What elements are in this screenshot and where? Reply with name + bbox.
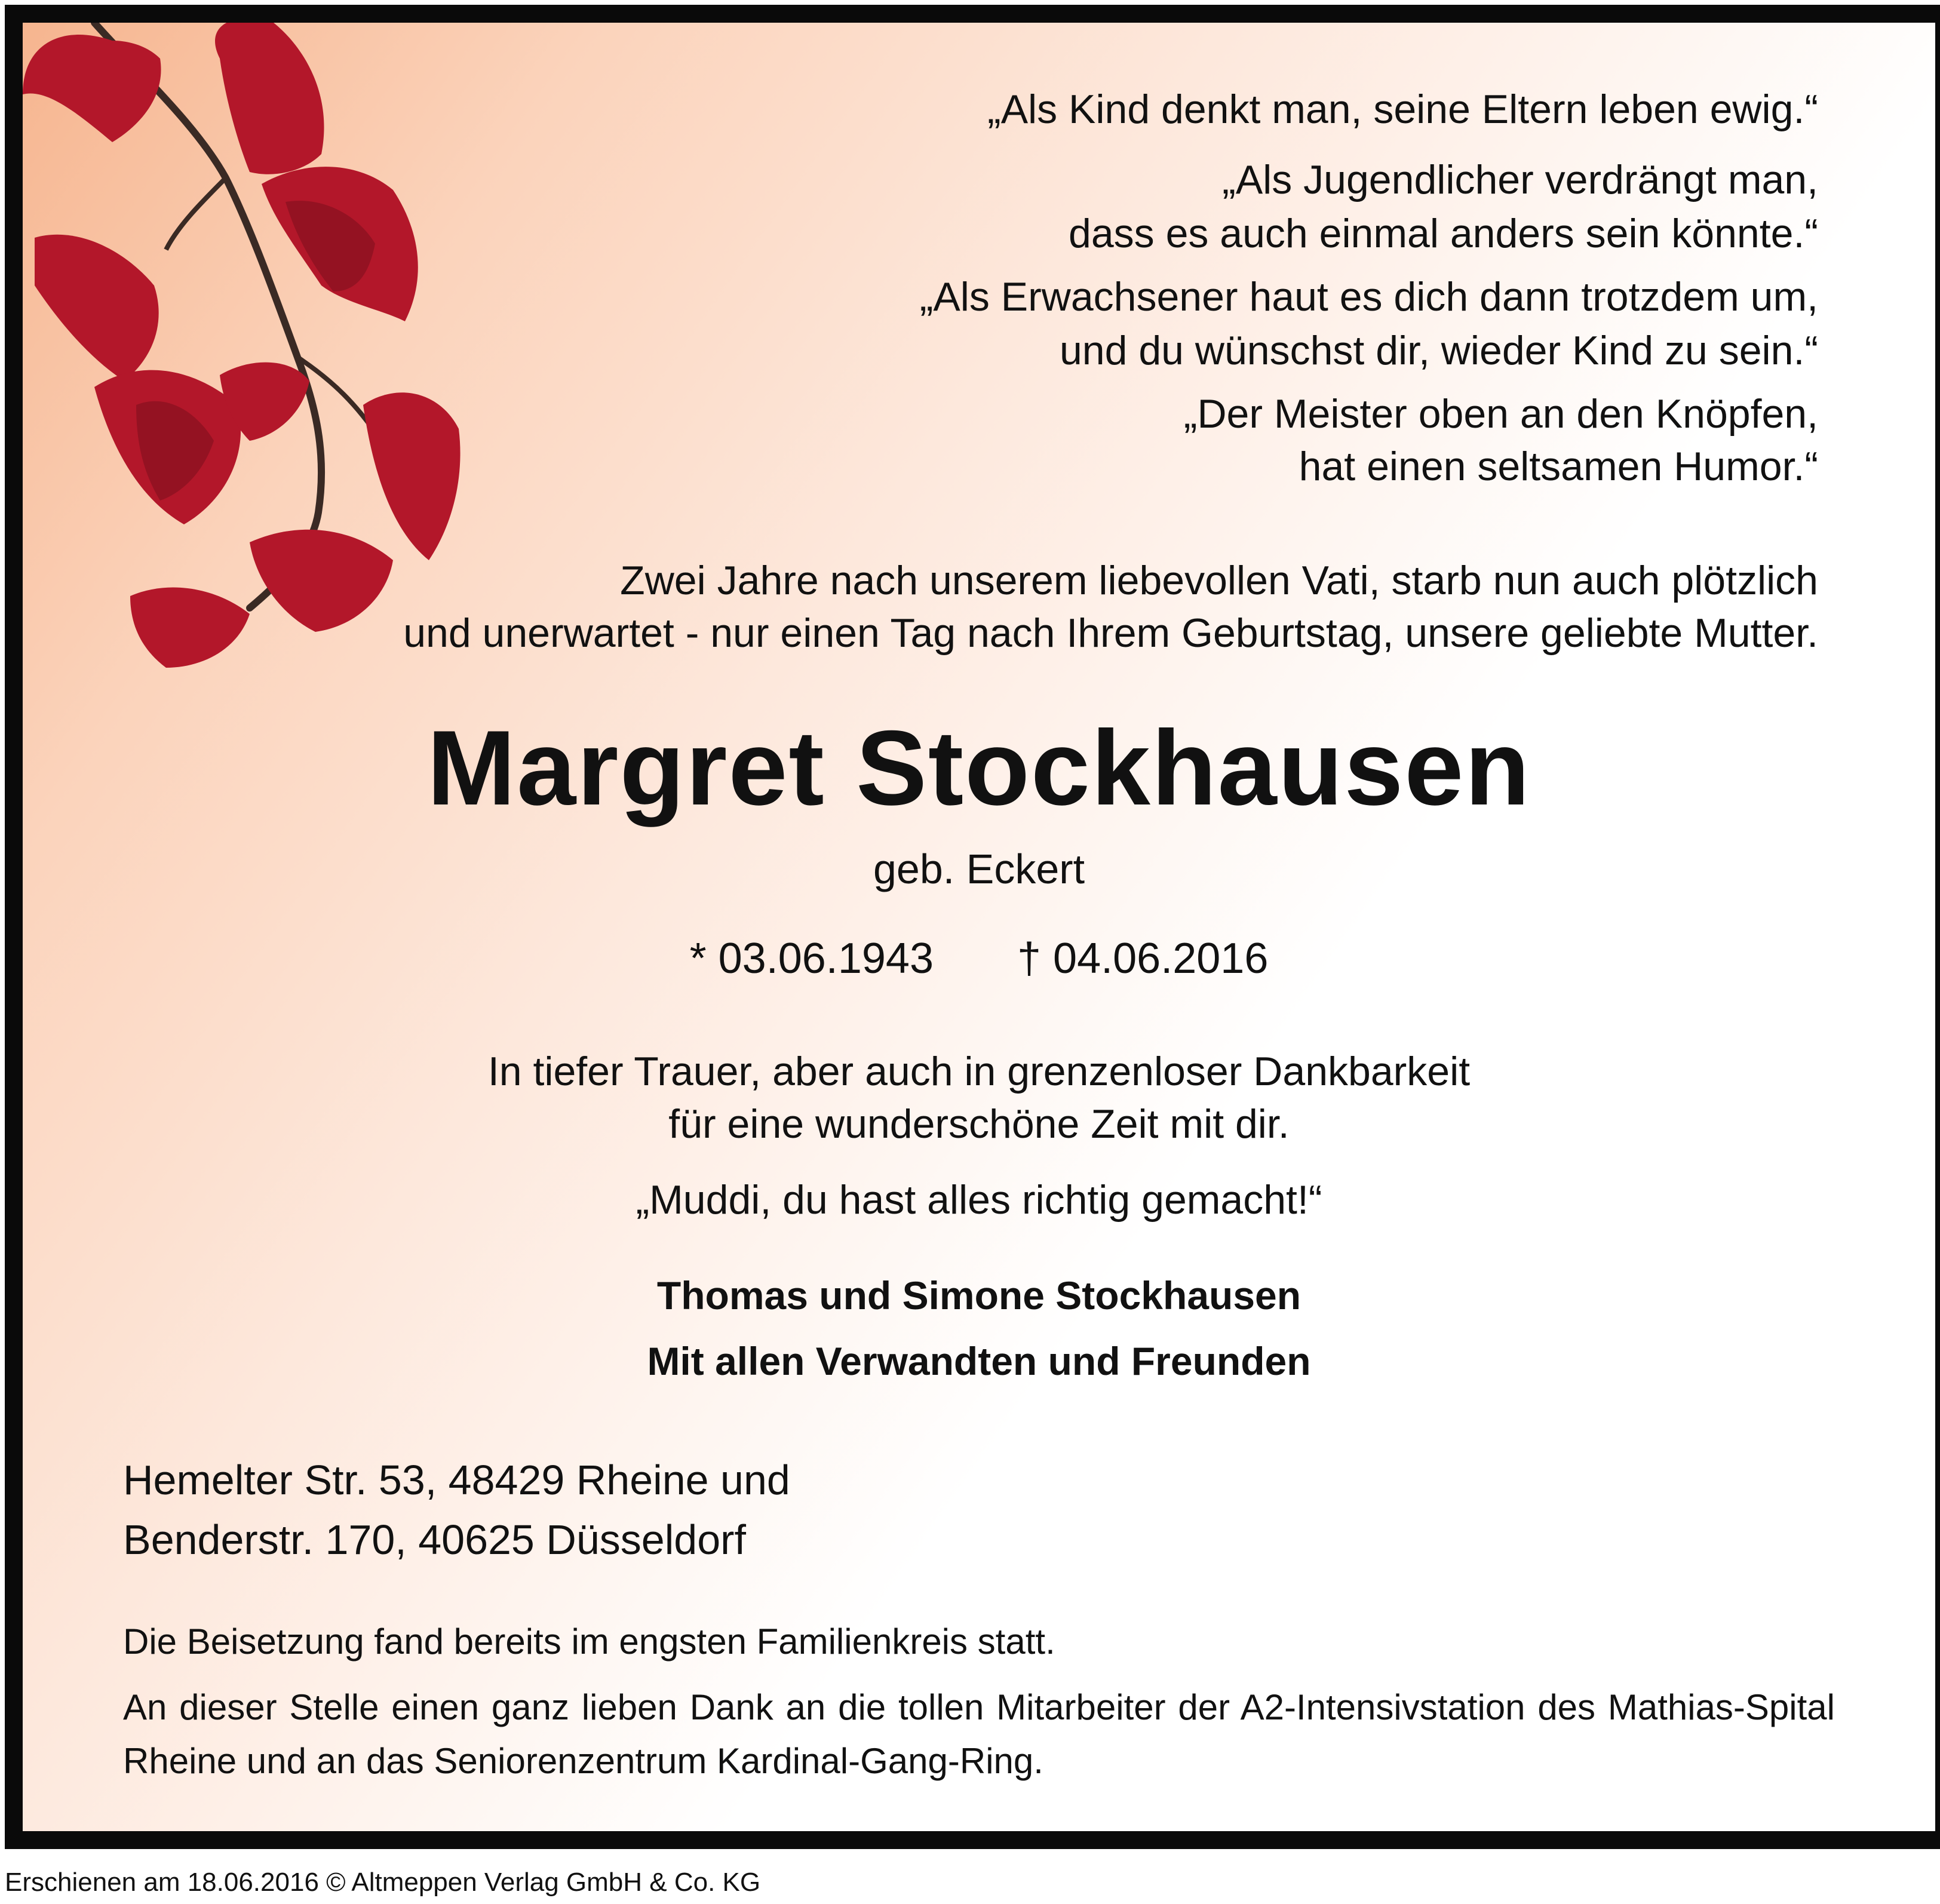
- leaf-7: [363, 392, 461, 560]
- family-line-1: Thomas und Simone Stockhausen: [656, 1273, 1301, 1318]
- intro-line-1: Zwei Jahre nach unserem liebevollen Vati, starb nun auch plötzlich: [620, 558, 1818, 603]
- burial-note: Die Beisetzung fand bereits im engsten Familienkreis statt.: [123, 1622, 1055, 1662]
- address-line-1: Hemelter Str. 53, 48429 Rheine und: [123, 1457, 790, 1503]
- address-line-2: Benderstr. 170, 40625 Düsseldorf: [123, 1516, 746, 1563]
- leaf-4: [35, 235, 159, 381]
- side-stem: [166, 178, 226, 250]
- obituary-frame: [5, 5, 1940, 1849]
- quote-line-1: „Als Kind denkt man, seine Eltern leben ewig.“: [987, 87, 1818, 132]
- final-quote: „Muddi, du hast alles richtig gemacht!“: [636, 1177, 1322, 1223]
- birth-date: * 03.06.1943: [689, 935, 934, 982]
- red-leaves-illustration: [23, 23, 489, 680]
- intro-line-2: und unerwartet - nur einen Tag nach Ihrem Geburtstag, unsere geliebte Mutter.: [403, 610, 1818, 656]
- mourning-line-2: für eine wunderschöne Zeit mit dir.: [668, 1101, 1290, 1147]
- death-date: † 04.06.2016: [1017, 935, 1269, 982]
- leaf-1: [23, 35, 161, 142]
- quote-line-2: „Als Jugendlicher verdrängt man,: [1222, 157, 1818, 202]
- family-line-2: Mit allen Verwandten und Freunden: [647, 1339, 1311, 1383]
- publication-footer: Erschienen am 18.06.2016 © Altmeppen Verlag GmbH & Co. KG: [5, 1868, 761, 1897]
- quote-line-4: „Als Erwachsener haut es dich dann trotzdem um,: [919, 274, 1818, 320]
- leaf-9: [130, 588, 250, 668]
- quote-line-5: und du wünschst dir, wieder Kind zu sein.“: [1059, 328, 1818, 373]
- quote-line-3: dass es auch einmal anders sein könnte.“: [1069, 211, 1818, 256]
- thanks-note: An dieser Stelle einen ganz lieben Dank an die tollen Mitarbeiter der A2-Intensivstation des Mathias-Spital Rheine und an das Seniorenzentrum Kardinal-Gang-Ring.: [123, 1687, 1835, 1781]
- deceased-name: Margret Stockhausen: [426, 708, 1531, 827]
- birth-name: geb. Eckert: [873, 846, 1085, 892]
- leaf-2: [215, 23, 324, 174]
- quote-line-7: hat einen seltsamen Humor.“: [1299, 444, 1818, 489]
- leaf-8: [250, 530, 393, 632]
- mourning-line-1: In tiefer Trauer, aber auch in grenzenloser Dankbarkeit: [487, 1049, 1471, 1094]
- quote-line-6: „Der Meister oben an den Knöpfen,: [1183, 391, 1818, 437]
- life-dates: [23, 932, 1935, 985]
